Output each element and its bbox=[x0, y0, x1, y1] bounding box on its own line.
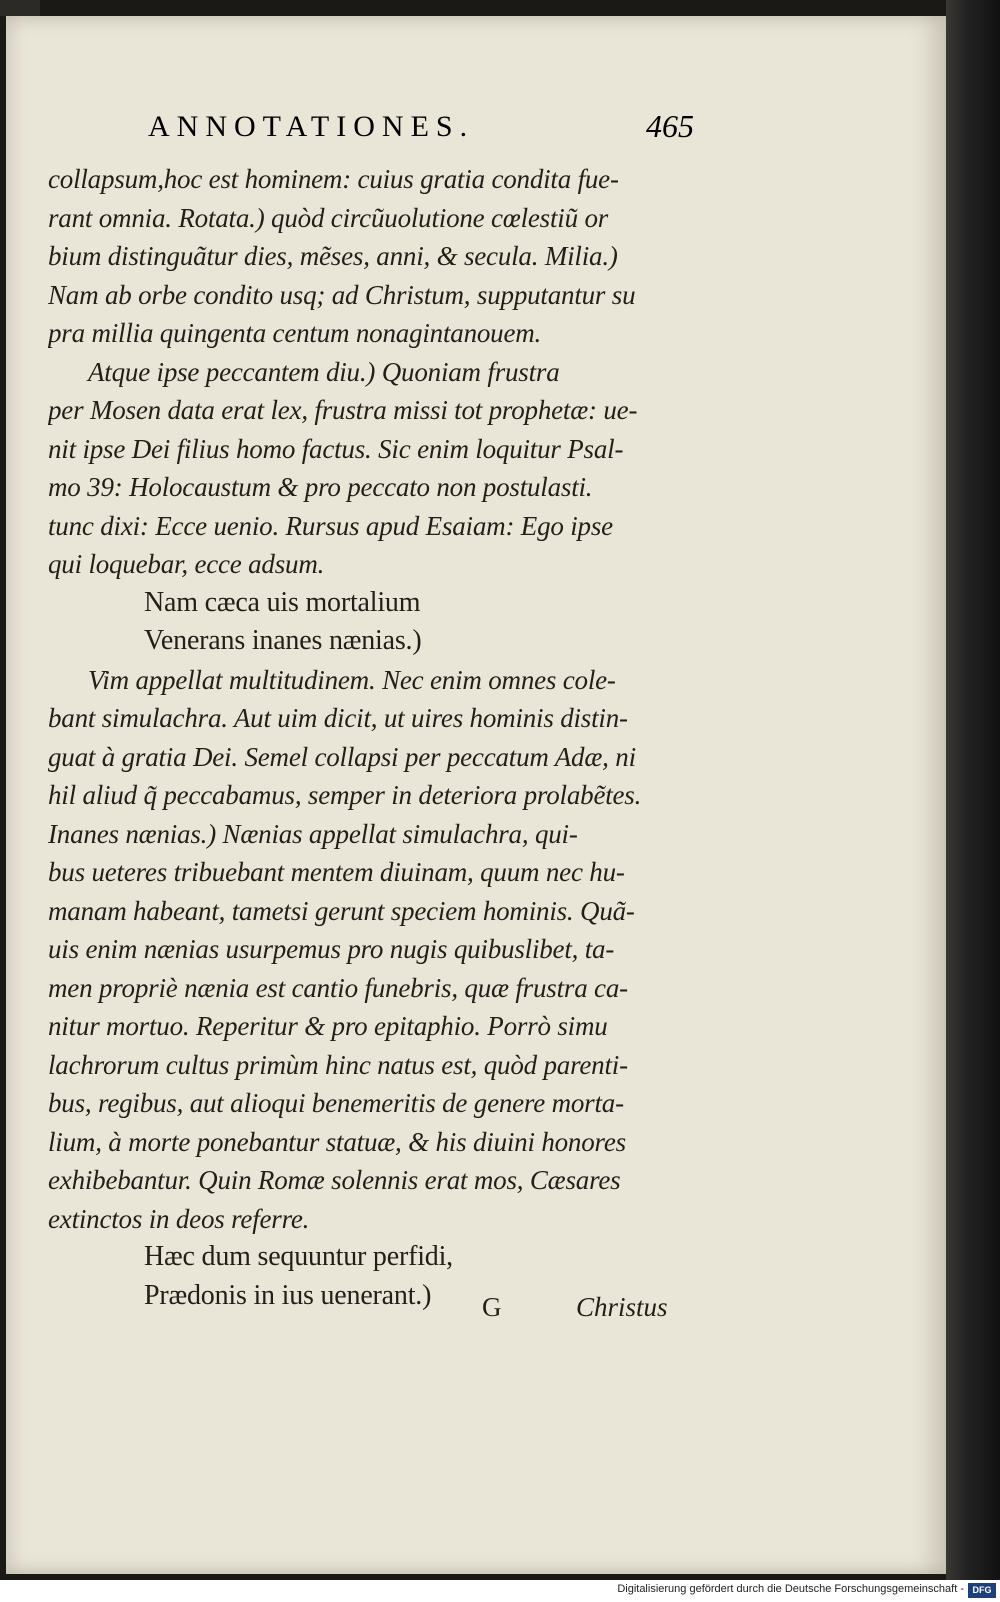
text-line: bus ueteres tribuebant mentem diuinam, quum nec hu- bbox=[48, 857, 625, 887]
text-line: nit ipse Dei filius homo factus. Sic enim loquitur Psal- bbox=[48, 433, 624, 464]
book-spine bbox=[946, 0, 1000, 1580]
footer-credit: Digitalisierung gefördert durch die Deutsche Forschungsgemeinschaft - bbox=[617, 1583, 964, 1595]
text-line: Prædonis in ius uenerant.) bbox=[144, 1279, 432, 1311]
text-line: lium, à morte ponebantur statuæ, & his diuini honores bbox=[48, 1126, 626, 1157]
text-line: tunc dixi: Ecce uenio. Rursus apud Esaiam: Ego ipse bbox=[48, 510, 613, 541]
text-line: bant simulachra. Aut uim dicit, ut uires hominis distin- bbox=[48, 703, 628, 733]
text-line: Venerans inanes nænias.) bbox=[144, 625, 422, 656]
text-line: pra millia quingenta centum nonagintanouem. bbox=[48, 318, 542, 348]
page-number: 465 bbox=[646, 108, 694, 144]
text-line: bus, regibus, aut alioqui benemeritis de genere morta- bbox=[48, 1088, 624, 1118]
text-line: manam habeant, tametsi gerunt speciem hominis. Quã- bbox=[48, 895, 635, 926]
catchword: Christus bbox=[576, 1292, 668, 1322]
text-line: collapsum,hoc est hominem: cuius gratia condita fue- bbox=[48, 164, 619, 194]
text-line: men propriè nænia est cantio funebris, quæ frustra ca- bbox=[48, 972, 628, 1003]
text-line: extinctos in deos referre. bbox=[48, 1203, 310, 1234]
page-header bbox=[148, 110, 708, 154]
text-line: Inanes nænias.) Nænias appellat simulachra, qui- bbox=[48, 818, 578, 849]
footer-bar bbox=[0, 1580, 1000, 1602]
text-line: lachrorum cultus primùm hinc natus est, quòd parenti- bbox=[48, 1049, 628, 1080]
text-line: nitur mortuo. Reperitur & pro epitaphio. Porrò simu bbox=[48, 1011, 608, 1041]
text-line: guat à gratia Dei. Semel collapsi per peccatum Adæ, ni bbox=[48, 741, 636, 772]
text-line: bium distinguãtur dies, mẽses, anni, & secula. Milia.) bbox=[48, 241, 618, 271]
text-line: hil aliud q̃ peccabamus, semper in deteriora prolabẽtes. bbox=[48, 780, 642, 810]
top-left-corner bbox=[0, 0, 40, 16]
text-line: qui loquebar, ecce adsum. bbox=[48, 549, 325, 579]
signature-mark: G bbox=[482, 1292, 502, 1322]
text-line: mo 39: Holocaustum & pro peccato non postulasti. bbox=[48, 472, 593, 502]
text-line: Nam cæca uis mortalium bbox=[144, 586, 421, 618]
text-line: exhibebantur. Quin Romæ solennis erat mos, Cæsares bbox=[48, 1165, 621, 1195]
text-line: per Mosen data erat lex, frustra missi tot prophetæ: ue- bbox=[48, 395, 638, 425]
body-text bbox=[48, 160, 688, 1315]
text-line: Vim appellat multitudinem. Nec enim omnes cole- bbox=[88, 664, 616, 695]
text-line: uis enim nænias usurpemus pro nugis quibuslibet, ta- bbox=[48, 934, 615, 964]
text-line: Nam ab orbe condito usq; ad Christum, supputantur su bbox=[48, 279, 636, 310]
text-line: Atque ipse peccantem diu.) Quoniam frustra bbox=[88, 356, 560, 387]
dfg-logo: DFG bbox=[968, 1583, 996, 1598]
text-line: rant omnia. Rotata.) quòd circũuolutione cœlestiũ or bbox=[48, 202, 609, 233]
running-title: ANNOTATIONES. bbox=[148, 110, 475, 143]
text-line: Hæc dum sequuntur perfidi, bbox=[144, 1241, 453, 1272]
